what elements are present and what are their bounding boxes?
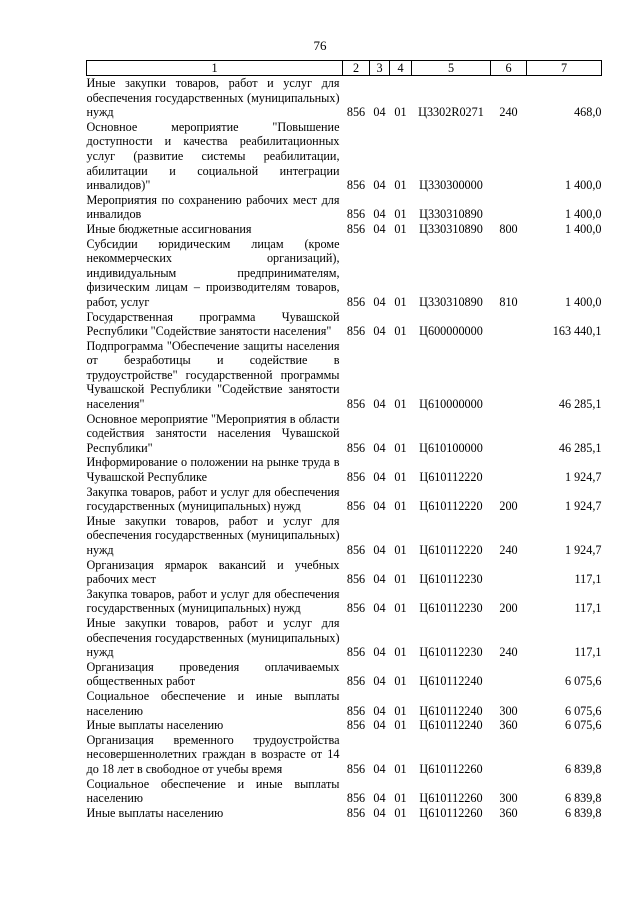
row-target-article-cell: Ц610112220 [419,543,483,557]
row-amount-cell: 117,1 [574,572,602,587]
table-row [87,485,602,514]
table-row [87,806,602,821]
table-row [87,660,602,689]
row-target-article-cell: Ц610100000 [419,440,483,455]
row-amount-cell: 163 440,1 [552,324,602,339]
row-name-cell: Иные выплаты населению [86,805,224,820]
row-amount-cell: 46 285,1 [558,440,602,455]
row-code-cell: 856 [346,805,366,820]
row-amount-cell: 1 400,0 [564,178,602,193]
table-row [87,222,602,237]
row-name-cell: Информирование о положении на рынке труда в Чувашской Республике [86,455,340,485]
row-target-article-cell: Ц610112220 [419,470,483,485]
row-code-cell: 856 [346,645,366,660]
row-code-cell: 856 [346,718,366,733]
table-row [87,193,602,222]
row-expense-type-cell [491,660,527,689]
row-name-cell: Основное мероприятие "Повышение доступности и качества реабилитационных услуг (развитие системы реабилитации, абилитации и социальной интеграции инвалидов)" [86,119,340,193]
row-expense-type-cell: 200 [499,601,518,616]
row-target-article-cell: Ц3302R0271 [418,105,484,120]
column-header: 2 [343,61,370,76]
row-subsection-cell: 01 [394,543,407,557]
row-amount-cell: 6 075,6 [564,703,602,718]
row-subsection-cell: 01 [394,499,407,514]
row-name-cell: Иные закупки товаров, работ и услуг для обеспечения государственных (муниципальных) нужд [86,513,340,557]
row-expense-type-cell: 240 [499,105,518,120]
row-subsection-cell: 01 [394,791,407,806]
row-expense-type-cell [491,310,527,339]
row-section-cell: 04 [373,207,386,222]
row-target-article-cell: Ц330310890 [419,221,483,236]
row-section-cell: 04 [373,543,386,557]
row-code-cell: 856 [346,397,366,412]
row-subsection-cell: 01 [394,674,407,689]
row-code-cell: 856 [346,499,366,514]
row-amount-cell: 117,1 [574,645,602,660]
row-section-cell: 04 [373,221,386,236]
row-subsection-cell: 01 [394,397,407,412]
row-name-cell: Иные закупки товаров, работ и услуг для обеспечения государственных (муниципальных) нужд [86,615,340,660]
row-name-cell: Иные бюджетные ассигнования [86,221,252,236]
row-subsection-cell: 01 [394,470,407,485]
row-name-cell: Социальное обеспечение и иные выплаты населению [86,776,340,806]
row-section-cell: 04 [373,324,386,339]
table-row [87,120,602,193]
row-target-article-cell: Ц610112240 [419,703,483,718]
table-row [87,733,602,777]
table-row [87,587,602,616]
row-amount-cell: 6 839,8 [564,805,602,820]
row-subsection-cell: 01 [394,324,407,339]
row-name-cell: Основное мероприятие "Мероприятия в области содействия занятости населения Чувашской Республики" [86,411,340,455]
column-header: 6 [491,61,527,76]
row-section-cell: 04 [373,572,386,587]
row-subsection-cell: 01 [394,703,407,718]
row-subsection-cell: 01 [394,572,407,587]
table-row [87,777,602,806]
row-name-cell: Социальное обеспечение и иные выплаты населению [86,688,340,718]
row-target-article-cell: Ц610112230 [419,572,483,587]
row-expense-type-cell: 360 [499,805,518,820]
row-name-cell: Закупка товаров, работ и услуг для обеспечения государственных (муниципальных) нужд [86,484,340,514]
row-section-cell: 04 [373,718,386,733]
column-header: 4 [390,61,412,76]
row-target-article-cell: Ц610112260 [419,791,483,806]
row-section-cell: 04 [373,294,386,309]
row-code-cell: 856 [346,601,366,616]
table-row [87,514,602,558]
row-target-article-cell: Ц610112240 [419,718,483,733]
row-code-cell: 856 [346,703,366,718]
row-section-cell: 04 [373,703,386,718]
row-target-article-cell: Ц610000000 [419,397,483,412]
row-expense-type-cell: 810 [499,294,518,309]
row-section-cell: 04 [373,601,386,616]
row-section-cell: 04 [373,761,386,776]
column-header: 7 [527,61,602,76]
row-target-article-cell: Ц610112260 [419,761,483,776]
row-section-cell: 04 [373,105,386,120]
row-name-cell: Подпрограмма "Обеспечение защиты населения от безработицы и содействие в трудоустройстве" государственной программы Чувашской Республики "Содействие занятости населения" [86,338,340,412]
row-code-cell: 856 [346,543,366,557]
row-code-cell: 856 [346,791,366,806]
column-header: 3 [370,61,390,76]
row-amount-cell: 1 400,0 [564,294,602,309]
row-name-cell: Субсидии юридическим лицам (кроме некоммерческих организаций), индивидуальным предпринимателям, физическим лицам – производителям товаров, работ, услуг [86,236,340,309]
row-code-cell: 856 [346,207,366,222]
row-code-cell: 856 [346,572,366,587]
row-subsection-cell: 01 [394,105,407,120]
row-expense-type-cell [491,193,527,222]
table-row [87,339,602,412]
row-code-cell: 856 [346,440,366,455]
row-subsection-cell: 01 [394,805,407,820]
row-amount-cell: 1 400,0 [564,221,602,236]
row-amount-cell: 1 924,7 [564,543,602,557]
row-expense-type-cell [491,733,527,777]
row-target-article-cell: Ц610112260 [419,805,483,820]
column-header: 1 [87,61,343,76]
row-code-cell: 856 [346,105,366,120]
row-subsection-cell: 01 [394,440,407,455]
row-name-cell: Государственная программа Чувашской Республики "Содействие занятости населения" [86,309,340,339]
table-row [87,718,602,733]
row-expense-type-cell [491,120,527,193]
row-amount-cell: 6 075,6 [564,718,602,733]
row-expense-type-cell [491,339,527,412]
budget-table [86,60,602,820]
row-subsection-cell: 01 [394,601,407,616]
row-code-cell: 856 [346,470,366,485]
page-number: 76 [313,38,327,53]
row-target-article-cell: Ц610112230 [419,645,483,660]
row-subsection-cell: 01 [394,645,407,660]
row-amount-cell: 6 839,8 [564,761,602,776]
row-code-cell: 856 [346,221,366,236]
row-name-cell: Иные закупки товаров, работ и услуг для обеспечения государственных (муниципальных) нужд [86,76,340,120]
row-name-cell: Организация временного трудоустройства несовершеннолетних граждан в возрасте от 14 до 18 лет в свободное от учебы время [86,732,340,776]
row-section-cell: 04 [373,470,386,485]
row-section-cell: 04 [373,805,386,820]
row-code-cell: 856 [346,178,366,193]
row-section-cell: 04 [373,440,386,455]
table-row [87,689,602,718]
row-code-cell: 856 [346,674,366,689]
row-name-cell: Организация ярмарок вакансий и учебных рабочих мест [86,557,340,587]
row-section-cell: 04 [373,178,386,193]
row-section-cell: 04 [373,397,386,412]
row-expense-type-cell: 300 [499,703,518,718]
row-expense-type-cell: 200 [499,499,518,514]
row-amount-cell: 1 924,7 [564,499,602,514]
table-row [87,237,602,310]
row-target-article-cell: Ц600000000 [419,324,483,339]
row-expense-type-cell [491,412,527,456]
row-code-cell: 856 [346,324,366,339]
row-code-cell: 856 [346,761,366,776]
row-subsection-cell: 01 [394,221,407,236]
row-expense-type-cell: 360 [499,718,518,733]
row-target-article-cell: Ц610112220 [419,499,483,514]
row-target-article-cell: Ц610112230 [419,601,483,616]
row-target-article-cell: Ц330310890 [419,207,483,222]
row-subsection-cell: 01 [394,178,407,193]
row-subsection-cell: 01 [394,761,407,776]
row-amount-cell: 1 400,0 [564,207,602,222]
row-name-cell: Иные выплаты населению [86,718,224,733]
row-section-cell: 04 [373,674,386,689]
row-subsection-cell: 01 [394,294,407,309]
row-amount-cell: 1 924,7 [564,470,602,485]
table-row [87,76,602,120]
row-expense-type-cell [491,455,527,484]
row-target-article-cell: Ц330310890 [419,294,483,309]
row-target-article-cell: Ц610112240 [419,674,483,689]
row-target-article-cell: Ц330300000 [419,178,483,193]
row-expense-type-cell: 240 [499,543,518,557]
table-row [87,558,602,587]
row-subsection-cell: 01 [394,718,407,733]
row-expense-type-cell: 300 [499,791,518,806]
row-amount-cell: 6 075,6 [564,674,602,689]
row-section-cell: 04 [373,645,386,660]
row-name-cell: Организация проведения оплачиваемых общественных работ [86,659,340,689]
row-name-cell: Закупка товаров, работ и услуг для обеспечения государственных (муниципальных) нужд [86,586,340,616]
row-section-cell: 04 [373,791,386,806]
row-subsection-cell: 01 [394,207,407,222]
row-name-cell: Мероприятия по сохранению рабочих мест для инвалидов [86,192,340,222]
row-code-cell: 856 [346,294,366,309]
table-row [87,616,602,660]
row-section-cell: 04 [373,499,386,514]
row-expense-type-cell: 800 [499,221,518,236]
column-header: 5 [412,61,491,76]
row-amount-cell: 46 285,1 [558,397,602,412]
row-amount-cell: 468,0 [574,105,602,120]
table-row [87,455,602,484]
row-expense-type-cell: 240 [499,645,518,660]
row-amount-cell: 117,1 [574,601,602,616]
row-expense-type-cell [491,558,527,587]
header-row [87,61,602,76]
table-row [87,412,602,456]
table-row [87,310,602,339]
row-amount-cell: 6 839,8 [564,791,602,806]
